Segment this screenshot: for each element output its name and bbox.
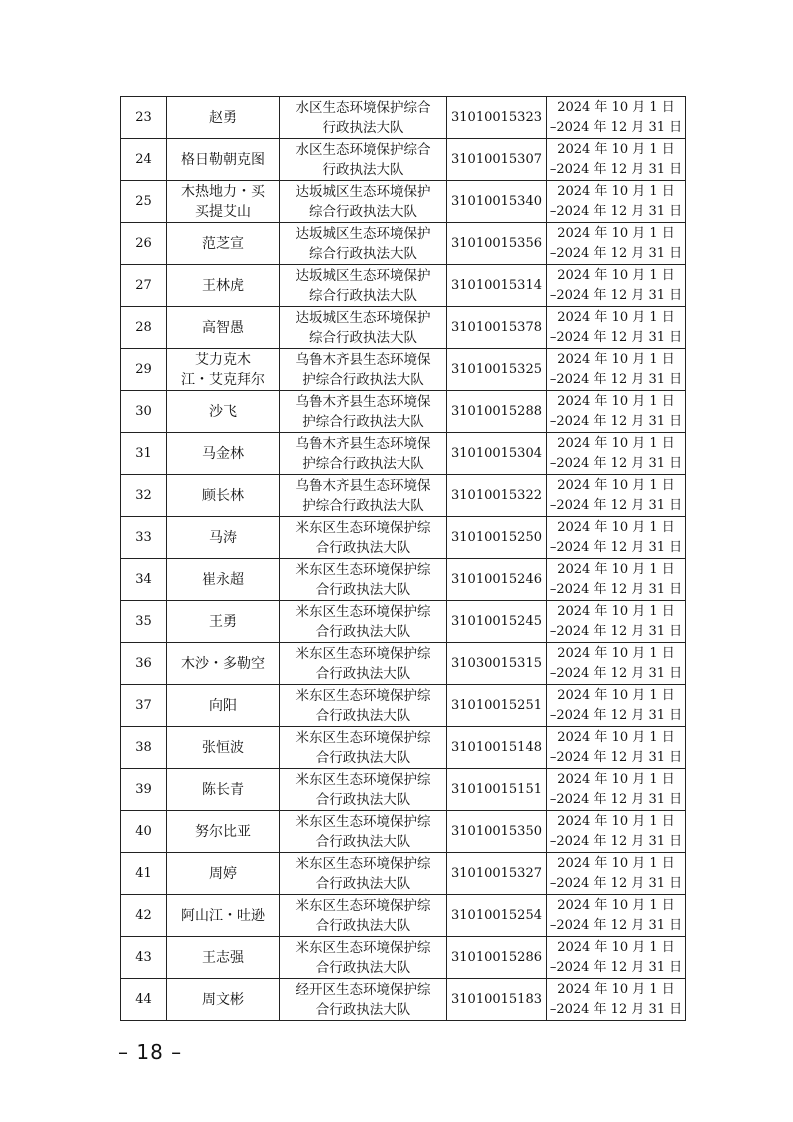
cell-number: 42 xyxy=(121,895,167,937)
cell-number: 35 xyxy=(121,601,167,643)
cell-period xyxy=(547,769,686,811)
cell-number: 31 xyxy=(121,433,167,475)
cell-name xyxy=(167,307,280,349)
cell-unit xyxy=(280,853,447,895)
cell-name xyxy=(167,769,280,811)
cell-period-line: –2024 年 12 月 31 日 xyxy=(549,245,683,261)
cell-unit-line: 综合行政执法大队 xyxy=(309,329,417,346)
cell-unit-line: 综合行政执法大队 xyxy=(309,245,417,262)
cell-period xyxy=(547,559,686,601)
cell-period-line: –2024 年 12 月 31 日 xyxy=(549,791,683,807)
cell-name-line: 崔永超 xyxy=(202,571,244,588)
cell-code: 31010015322 xyxy=(447,475,547,517)
cell-number: 26 xyxy=(121,223,167,265)
table-row xyxy=(121,769,686,811)
cell-unit-line: 乌鲁木齐县生态环境保 xyxy=(295,393,431,410)
cell-name-line: 木热地力・买 xyxy=(181,183,265,200)
cell-name-line: 顾长林 xyxy=(202,487,244,504)
cell-unit-line: 合行政执法大队 xyxy=(315,539,411,556)
cell-unit xyxy=(280,895,447,937)
cell-number: 40 xyxy=(121,811,167,853)
cell-period xyxy=(547,811,686,853)
cell-unit-line: 护综合行政执法大队 xyxy=(302,371,424,388)
cell-period xyxy=(547,937,686,979)
cell-unit-line: 乌鲁木齐县生态环境保 xyxy=(295,435,431,452)
cell-period-line: 2024 年 10 月 1 日 xyxy=(557,99,675,115)
cell-unit-line: 米东区生态环境保护综 xyxy=(295,729,431,746)
cell-unit xyxy=(280,601,447,643)
cell-unit-line: 合行政执法大队 xyxy=(315,581,411,598)
cell-unit-line: 合行政执法大队 xyxy=(315,833,411,850)
cell-name-line: 张恒波 xyxy=(202,739,244,756)
cell-period-line: 2024 年 10 月 1 日 xyxy=(557,939,675,955)
cell-name-line: 向阳 xyxy=(209,697,237,714)
cell-code: 31010015245 xyxy=(447,601,547,643)
cell-name xyxy=(167,181,280,223)
cell-name xyxy=(167,853,280,895)
cell-unit xyxy=(280,223,447,265)
cell-name-line: 沙飞 xyxy=(209,403,237,420)
cell-period-line: –2024 年 12 月 31 日 xyxy=(549,833,683,849)
cell-name-line: 马金林 xyxy=(202,445,244,462)
cell-name xyxy=(167,391,280,433)
cell-period-line: 2024 年 10 月 1 日 xyxy=(557,603,675,619)
cell-number: 28 xyxy=(121,307,167,349)
cell-unit-line: 乌鲁木齐县生态环境保 xyxy=(295,351,431,368)
cell-period-line: –2024 年 12 月 31 日 xyxy=(549,749,683,765)
cell-unit-line: 合行政执法大队 xyxy=(315,791,411,808)
cell-period-line: –2024 年 12 月 31 日 xyxy=(549,287,683,303)
cell-name-line: 阿山江・吐逊 xyxy=(181,907,265,924)
cell-name-line: 王志强 xyxy=(202,949,244,966)
cell-name xyxy=(167,223,280,265)
cell-unit xyxy=(280,685,447,727)
cell-number: 32 xyxy=(121,475,167,517)
cell-period-line: 2024 年 10 月 1 日 xyxy=(557,225,675,241)
cell-name xyxy=(167,643,280,685)
table-row xyxy=(121,727,686,769)
cell-period-line: –2024 年 12 月 31 日 xyxy=(549,707,683,723)
cell-period-line: 2024 年 10 月 1 日 xyxy=(557,981,675,997)
cell-period xyxy=(547,601,686,643)
table-row xyxy=(121,811,686,853)
cell-period-line: –2024 年 12 月 31 日 xyxy=(549,665,683,681)
cell-unit-line: 水区生态环境保护综合 xyxy=(295,141,431,158)
cell-unit xyxy=(280,391,447,433)
cell-name xyxy=(167,601,280,643)
cell-unit-line: 合行政执法大队 xyxy=(315,749,411,766)
cell-period xyxy=(547,307,686,349)
cell-period-line: 2024 年 10 月 1 日 xyxy=(557,267,675,283)
cell-unit-line: 合行政执法大队 xyxy=(315,665,411,682)
table-row xyxy=(121,307,686,349)
table-row xyxy=(121,433,686,475)
cell-period-line: 2024 年 10 月 1 日 xyxy=(557,519,675,535)
table-row xyxy=(121,475,686,517)
cell-number: 39 xyxy=(121,769,167,811)
cell-code: 31010015307 xyxy=(447,139,547,181)
cell-name xyxy=(167,727,280,769)
cell-number: 34 xyxy=(121,559,167,601)
cell-unit xyxy=(280,727,447,769)
cell-name xyxy=(167,433,280,475)
cell-code: 31010015327 xyxy=(447,853,547,895)
cell-period xyxy=(547,181,686,223)
cell-name xyxy=(167,517,280,559)
cell-unit-line: 综合行政执法大队 xyxy=(309,203,417,220)
cell-unit-line: 米东区生态环境保护综 xyxy=(295,855,431,872)
cell-unit-line: 行政执法大队 xyxy=(322,161,404,178)
cell-unit-line: 护综合行政执法大队 xyxy=(302,455,424,472)
table-row xyxy=(121,895,686,937)
cell-period-line: –2024 年 12 月 31 日 xyxy=(549,119,683,135)
cell-name xyxy=(167,349,280,391)
cell-code: 31010015254 xyxy=(447,895,547,937)
cell-period-line: –2024 年 12 月 31 日 xyxy=(549,959,683,975)
cell-unit-line: 米东区生态环境保护综 xyxy=(295,771,431,788)
cell-period xyxy=(547,727,686,769)
cell-name-line: 赵勇 xyxy=(209,109,237,126)
cell-unit xyxy=(280,307,447,349)
cell-period-line: –2024 年 12 月 31 日 xyxy=(549,875,683,891)
cell-number: 23 xyxy=(121,97,167,139)
cell-name-line: 努尔比亚 xyxy=(195,823,251,840)
cell-number: 33 xyxy=(121,517,167,559)
cell-period-line: 2024 年 10 月 1 日 xyxy=(557,897,675,913)
cell-code: 31010015340 xyxy=(447,181,547,223)
table-row xyxy=(121,391,686,433)
cell-name xyxy=(167,811,280,853)
table-row xyxy=(121,559,686,601)
cell-name-line: 高智愚 xyxy=(202,319,244,336)
cell-name-line: 艾力克木 xyxy=(195,351,251,368)
cell-number: 44 xyxy=(121,979,167,1021)
cell-name-line: 王勇 xyxy=(209,613,237,630)
roster-body xyxy=(121,97,686,1021)
cell-unit-line: 达坂城区生态环境保护 xyxy=(295,309,431,326)
cell-period-line: 2024 年 10 月 1 日 xyxy=(557,309,675,325)
table-row xyxy=(121,853,686,895)
cell-period xyxy=(547,391,686,433)
cell-unit-line: 水区生态环境保护综合 xyxy=(295,99,431,116)
cell-period-line: 2024 年 10 月 1 日 xyxy=(557,771,675,787)
cell-name-line: 江・艾克拜尔 xyxy=(181,371,265,388)
cell-unit xyxy=(280,433,447,475)
page-number: – 18 – xyxy=(118,1040,183,1064)
cell-period-line: –2024 年 12 月 31 日 xyxy=(549,413,683,429)
cell-period xyxy=(547,685,686,727)
cell-number: 43 xyxy=(121,937,167,979)
cell-period-line: 2024 年 10 月 1 日 xyxy=(557,687,675,703)
cell-unit xyxy=(280,979,447,1021)
cell-period-line: –2024 年 12 月 31 日 xyxy=(549,917,683,933)
cell-period xyxy=(547,349,686,391)
cell-name-line: 陈长青 xyxy=(202,781,244,798)
cell-unit-line: 综合行政执法大队 xyxy=(309,287,417,304)
cell-code: 31010015251 xyxy=(447,685,547,727)
cell-unit-line: 达坂城区生态环境保护 xyxy=(295,267,431,284)
cell-code: 31010015378 xyxy=(447,307,547,349)
table-row xyxy=(121,517,686,559)
cell-unit-line: 米东区生态环境保护综 xyxy=(295,687,431,704)
cell-period xyxy=(547,97,686,139)
cell-code: 31010015356 xyxy=(447,223,547,265)
cell-unit xyxy=(280,475,447,517)
cell-period-line: –2024 年 12 月 31 日 xyxy=(549,455,683,471)
cell-unit-line: 护综合行政执法大队 xyxy=(302,413,424,430)
cell-name-line: 买提艾山 xyxy=(195,203,251,220)
cell-period-line: 2024 年 10 月 1 日 xyxy=(557,183,675,199)
cell-period-line: –2024 年 12 月 31 日 xyxy=(549,203,683,219)
cell-number: 30 xyxy=(121,391,167,433)
cell-period-line: –2024 年 12 月 31 日 xyxy=(549,371,683,387)
cell-period-line: –2024 年 12 月 31 日 xyxy=(549,497,683,513)
cell-unit xyxy=(280,181,447,223)
cell-period-line: –2024 年 12 月 31 日 xyxy=(549,161,683,177)
cell-unit-line: 米东区生态环境保护综 xyxy=(295,939,431,956)
table-row xyxy=(121,265,686,307)
cell-period-line: 2024 年 10 月 1 日 xyxy=(557,393,675,409)
cell-period xyxy=(547,265,686,307)
cell-name xyxy=(167,979,280,1021)
cell-code: 31010015350 xyxy=(447,811,547,853)
cell-period xyxy=(547,643,686,685)
cell-period-line: 2024 年 10 月 1 日 xyxy=(557,855,675,871)
cell-unit-line: 米东区生态环境保护综 xyxy=(295,603,431,620)
table-row xyxy=(121,685,686,727)
cell-unit xyxy=(280,769,447,811)
cell-code: 31010015148 xyxy=(447,727,547,769)
cell-period-line: –2024 年 12 月 31 日 xyxy=(549,539,683,555)
cell-name-line: 木沙・多勒空 xyxy=(181,655,265,672)
cell-unit-line: 护综合行政执法大队 xyxy=(302,497,424,514)
cell-unit xyxy=(280,937,447,979)
table-row xyxy=(121,349,686,391)
table-row xyxy=(121,223,686,265)
cell-unit-line: 乌鲁木齐县生态环境保 xyxy=(295,477,431,494)
cell-period xyxy=(547,853,686,895)
cell-name xyxy=(167,937,280,979)
cell-period-line: 2024 年 10 月 1 日 xyxy=(557,141,675,157)
cell-name xyxy=(167,685,280,727)
cell-period-line: –2024 年 12 月 31 日 xyxy=(549,623,683,639)
cell-code: 31010015323 xyxy=(447,97,547,139)
cell-code: 31010015304 xyxy=(447,433,547,475)
cell-name-line: 周婷 xyxy=(209,865,237,882)
cell-unit-line: 合行政执法大队 xyxy=(315,707,411,724)
cell-unit-line: 米东区生态环境保护综 xyxy=(295,561,431,578)
cell-unit xyxy=(280,97,447,139)
cell-period xyxy=(547,433,686,475)
cell-unit xyxy=(280,517,447,559)
cell-unit xyxy=(280,349,447,391)
cell-period xyxy=(547,979,686,1021)
roster-table xyxy=(120,96,686,1021)
cell-unit xyxy=(280,139,447,181)
cell-name-line: 格日勒朝克图 xyxy=(181,151,265,168)
cell-unit-line: 米东区生态环境保护综 xyxy=(295,813,431,830)
cell-period xyxy=(547,517,686,559)
cell-unit-line: 达坂城区生态环境保护 xyxy=(295,183,431,200)
cell-period-line: –2024 年 12 月 31 日 xyxy=(549,1001,683,1017)
cell-unit xyxy=(280,811,447,853)
cell-name xyxy=(167,895,280,937)
cell-number: 24 xyxy=(121,139,167,181)
table-row xyxy=(121,601,686,643)
cell-name-line: 周文彬 xyxy=(202,991,244,1008)
cell-unit xyxy=(280,643,447,685)
cell-code: 31030015315 xyxy=(447,643,547,685)
cell-unit xyxy=(280,265,447,307)
cell-unit-line: 达坂城区生态环境保护 xyxy=(295,225,431,242)
cell-code: 31010015314 xyxy=(447,265,547,307)
cell-number: 25 xyxy=(121,181,167,223)
cell-number: 29 xyxy=(121,349,167,391)
cell-name xyxy=(167,559,280,601)
cell-name-line: 马涛 xyxy=(209,529,237,546)
cell-name xyxy=(167,97,280,139)
cell-unit-line: 合行政执法大队 xyxy=(315,623,411,640)
cell-code: 31010015250 xyxy=(447,517,547,559)
cell-period xyxy=(547,475,686,517)
cell-number: 37 xyxy=(121,685,167,727)
cell-period-line: –2024 年 12 月 31 日 xyxy=(549,329,683,345)
cell-period-line: 2024 年 10 月 1 日 xyxy=(557,561,675,577)
cell-period xyxy=(547,895,686,937)
cell-number: 27 xyxy=(121,265,167,307)
cell-number: 36 xyxy=(121,643,167,685)
cell-unit-line: 合行政执法大队 xyxy=(315,1001,411,1018)
cell-number: 38 xyxy=(121,727,167,769)
cell-period-line: 2024 年 10 月 1 日 xyxy=(557,435,675,451)
cell-period-line: 2024 年 10 月 1 日 xyxy=(557,477,675,493)
cell-unit-line: 合行政执法大队 xyxy=(315,959,411,976)
cell-name xyxy=(167,475,280,517)
cell-code: 31010015288 xyxy=(447,391,547,433)
cell-unit-line: 合行政执法大队 xyxy=(315,875,411,892)
cell-period-line: –2024 年 12 月 31 日 xyxy=(549,581,683,597)
cell-unit-line: 经开区生态环境保护综 xyxy=(295,981,431,998)
cell-code: 31010015183 xyxy=(447,979,547,1021)
table-row xyxy=(121,937,686,979)
cell-name xyxy=(167,139,280,181)
cell-number: 41 xyxy=(121,853,167,895)
cell-period-line: 2024 年 10 月 1 日 xyxy=(557,729,675,745)
cell-unit-line: 米东区生态环境保护综 xyxy=(295,897,431,914)
cell-period-line: 2024 年 10 月 1 日 xyxy=(557,645,675,661)
cell-name-line: 王林虎 xyxy=(202,277,244,294)
cell-name xyxy=(167,265,280,307)
cell-unit xyxy=(280,559,447,601)
table-row xyxy=(121,139,686,181)
cell-unit-line: 米东区生态环境保护综 xyxy=(295,519,431,536)
cell-code: 31010015286 xyxy=(447,937,547,979)
cell-period xyxy=(547,223,686,265)
cell-unit-line: 合行政执法大队 xyxy=(315,917,411,934)
table-row xyxy=(121,181,686,223)
cell-name-line: 范芝宣 xyxy=(202,235,244,252)
table-row xyxy=(121,643,686,685)
table-row xyxy=(121,979,686,1021)
cell-unit-line: 米东区生态环境保护综 xyxy=(295,645,431,662)
cell-period-line: 2024 年 10 月 1 日 xyxy=(557,813,675,829)
cell-unit-line: 行政执法大队 xyxy=(322,119,404,136)
cell-period xyxy=(547,139,686,181)
cell-code: 31010015151 xyxy=(447,769,547,811)
cell-code: 31010015325 xyxy=(447,349,547,391)
table-row xyxy=(121,97,686,139)
cell-period-line: 2024 年 10 月 1 日 xyxy=(557,351,675,367)
cell-code: 31010015246 xyxy=(447,559,547,601)
